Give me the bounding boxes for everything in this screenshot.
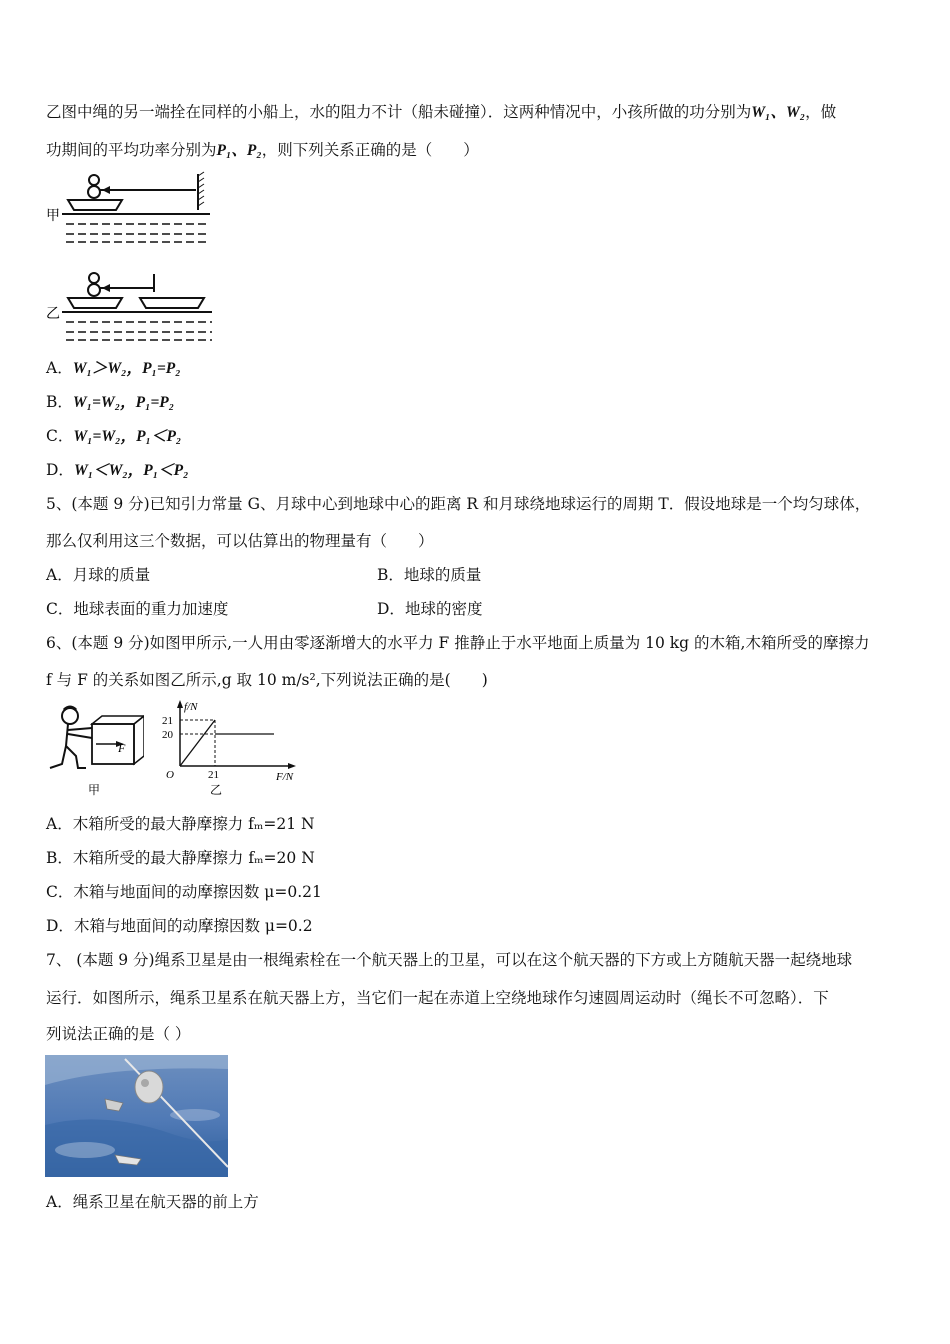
q5-option-d[interactable]: D．地球的密度	[377, 600, 483, 618]
fig-label-yi-q6: 乙	[210, 783, 223, 797]
q7-option-a[interactable]: A．绳系卫星在航天器的前上方	[46, 1193, 259, 1211]
boat-figure-yi	[44, 268, 219, 343]
q5-stem-line1: 5、(本题 9 分)已知引力常量 G、月球中心到地球中心的距离 R 和月球绕地球运行的周期 T．假设地球是一个均匀球体，	[46, 495, 871, 513]
q4-power-vars: P₁、P₂	[216, 142, 262, 159]
fig-label-yi: 乙	[46, 306, 60, 322]
q6-stem-line2: f 与 F 的关系如图乙所示,g 取 10 m/s²,下列说法正确的是( )	[46, 671, 488, 689]
graph-x-label: F/N	[276, 771, 294, 783]
q5-stem-line2: 那么仅利用这三个数据，可以估算出的物理量有（ ）	[46, 532, 434, 550]
q4-option-b[interactable]: B．W₁=W₂，P₁=P₂	[46, 393, 175, 411]
graph-x-tick-21: 21	[208, 769, 219, 781]
q6-option-d[interactable]: D．木箱与地面间的动摩擦因数 μ=0.2	[46, 917, 313, 935]
q4-stem-line2: 功期间的平均功率分别为P₁、P₂，则下列关系正确的是（ ）	[46, 141, 479, 159]
q4-option-c[interactable]: C．W₁=W₂，P₁＜P₂	[46, 427, 182, 445]
q5-option-b[interactable]: B．地球的质量	[377, 566, 482, 584]
fig-label-jia: 甲	[46, 208, 60, 224]
q4-work-vars: W₁、W₂	[751, 104, 806, 121]
q7-stem-line3: 列说法正确的是（ ）	[46, 1025, 191, 1043]
graph-static-segment	[180, 720, 215, 766]
q6-option-b[interactable]: B．木箱所受的最大静摩擦力 fₘ=20 N	[46, 849, 315, 867]
graph-origin: O	[166, 769, 174, 781]
q6-option-c[interactable]: C．木箱与地面间的动摩擦因数 μ=0.21	[46, 883, 322, 901]
boat-figure-jia	[44, 170, 214, 245]
friction-graph	[162, 700, 302, 800]
q5-option-a[interactable]: A．月球的质量	[46, 566, 151, 584]
q4-stem-line1: 乙图中绳的另一端拴在同样的小船上，水的阻力不计（船未碰撞）．这两种情况中，小孩所做的功分别为W₁、W₂，做	[46, 103, 837, 121]
q6-stem-line1: 6、(本题 9 分)如图甲所示,一人用由零逐渐增大的水平力 F 推静止于水平地面上质量为 10 kg 的木箱,木箱所受的摩擦力	[46, 634, 870, 652]
tethered-satellite-photo	[45, 1055, 228, 1177]
q4-option-a[interactable]: A．W₁＞W₂，P₁=P₂	[46, 359, 181, 377]
q6-option-a[interactable]: A．木箱所受的最大静摩擦力 fₘ=21 N	[46, 815, 315, 833]
q4-option-d[interactable]: D．W₁＜W₂，P₁＜P₂	[46, 461, 189, 479]
q7-stem-line1: 7、 (本题 9 分)绳系卫星是由一根绳索栓在一个航天器上的卫星，可以在这个航天器的下方或上方随航天器一起绕地球	[46, 951, 853, 969]
push-box-figure	[44, 704, 144, 800]
graph-y-tick-21: 21	[162, 715, 173, 727]
fig-force-label: F	[118, 741, 126, 755]
graph-y-label: f/N	[184, 701, 198, 713]
satellite-icon	[135, 1071, 163, 1103]
graph-y-tick-20: 20	[162, 729, 173, 741]
q5-option-c[interactable]: C．地球表面的重力加速度	[46, 600, 229, 618]
fig-label-jia-q6: 甲	[88, 783, 101, 797]
q7-stem-line2: 运行．如图所示，绳系卫星系在航天器上方，当它们一起在赤道上空绕地球作匀速圆周运动时（绳长不可忽略）．下	[46, 989, 829, 1007]
